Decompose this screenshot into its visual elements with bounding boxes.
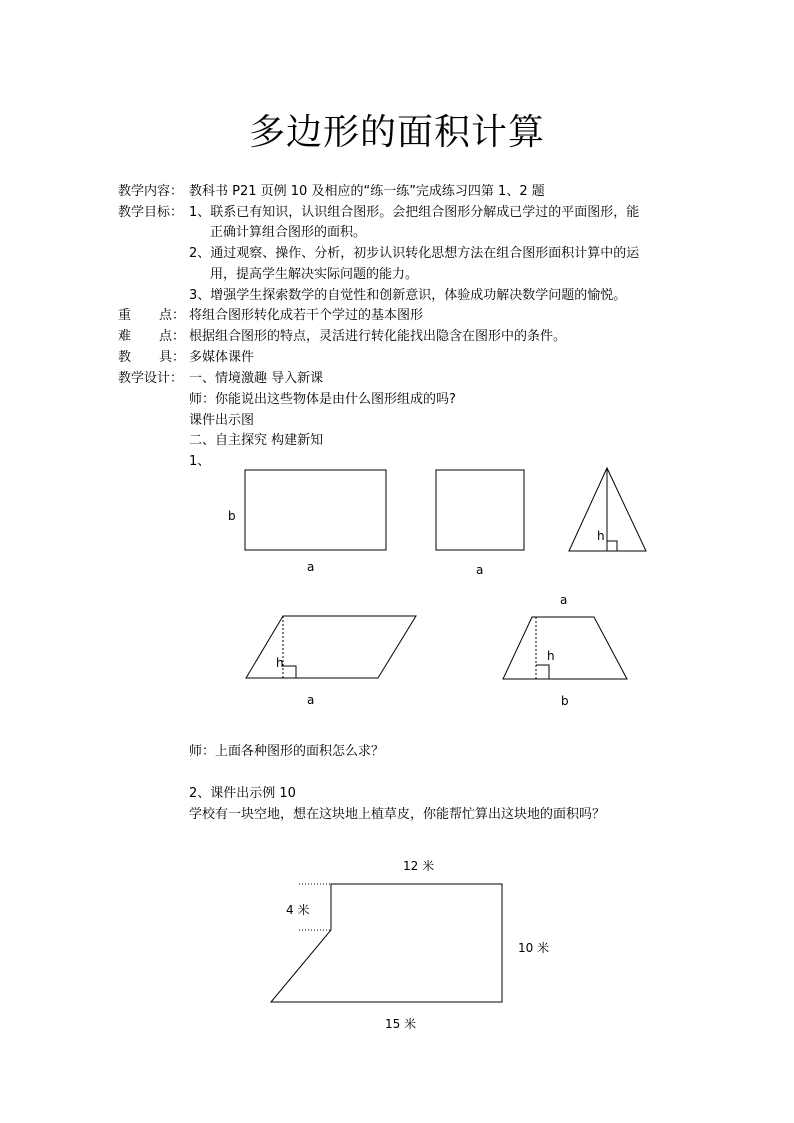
content-text: 教科书 P21 页例 10 及相应的“练一练”完成练习四第 1、2 题 bbox=[189, 184, 545, 199]
trapezoid-right-angle-mark bbox=[536, 665, 549, 679]
page-title: 多边形的面积计算 bbox=[248, 112, 545, 153]
trapezoid-top-a-label: a bbox=[560, 593, 568, 607]
parallelogram-shape bbox=[246, 616, 416, 678]
parallelogram-a-label: a bbox=[307, 693, 315, 707]
teacher-question-2: 师：上面各种图形的面积怎么求？ bbox=[189, 744, 385, 759]
trapezoid-bottom-b-label: b bbox=[561, 694, 569, 708]
show-picture: 课件出示图 bbox=[189, 413, 255, 428]
goal-2-line-1: 2、通过观察、操作、分析，初步认识转化思想方法在组合图形面积计算中的运 bbox=[189, 246, 640, 261]
parallelogram-right-angle-mark bbox=[283, 666, 296, 678]
example-top-label: 12 米 bbox=[403, 859, 435, 873]
key-point-text: 将组合图形转化成若干个学过的基本图形 bbox=[189, 308, 424, 323]
item-1: 1、 bbox=[189, 454, 211, 469]
rectangle-a-label: a bbox=[307, 560, 315, 574]
content-label: 教学内容： bbox=[118, 184, 184, 199]
example-right-label: 10 米 bbox=[518, 941, 550, 955]
trapezoid-h-label: h bbox=[547, 649, 555, 663]
design-section-2: 二、自主探究 构建新知 bbox=[189, 433, 324, 448]
example-left-label: 4 米 bbox=[286, 903, 310, 917]
triangle-h-label: h bbox=[597, 529, 605, 543]
difficulty-text: 根据组合图形的特点，灵活进行转化能找出隐含在图形中的条件。 bbox=[189, 329, 567, 344]
design-section-1: 一、情境激趣 导入新课 bbox=[189, 371, 324, 386]
tools-text: 多媒体课件 bbox=[189, 350, 255, 365]
rectangle-b-label: b bbox=[228, 509, 236, 523]
parallelogram-h-label: h bbox=[276, 656, 284, 670]
rectangle-shape bbox=[245, 470, 386, 550]
teacher-question-1: 师：你能说出这些物体是由什么图形组成的吗? bbox=[189, 392, 456, 407]
goals-label: 教学目标： bbox=[118, 205, 184, 220]
design-label: 教学设计： bbox=[118, 371, 184, 386]
example-bottom-label: 15 米 bbox=[385, 1017, 417, 1031]
goal-3-line-1: 3、增强学生探索数学的自觉性和创新意识，体验成功解决数学问题的愉悦。 bbox=[189, 288, 627, 303]
goal-2-line-2: 用，提高学生解决实际问题的能力。 bbox=[210, 267, 419, 282]
trapezoid-shape bbox=[503, 617, 627, 679]
example-composite-shape bbox=[271, 884, 502, 1002]
triangle-right-angle-mark bbox=[607, 541, 617, 551]
item-2: 2、课件出示例 10 bbox=[189, 786, 296, 801]
goal-1-line-1: 1、联系已有知识，认识组合图形。会把组合图形分解成已学过的平面图形，能 bbox=[189, 205, 640, 220]
square-a-label: a bbox=[476, 563, 484, 577]
goal-1-line-2: 正确计算组合图形的面积。 bbox=[210, 225, 367, 240]
square-shape bbox=[436, 470, 524, 550]
problem-text: 学校有一块空地，想在这块地上植草皮，你能帮忙算出这块地的面积吗？ bbox=[189, 807, 606, 822]
